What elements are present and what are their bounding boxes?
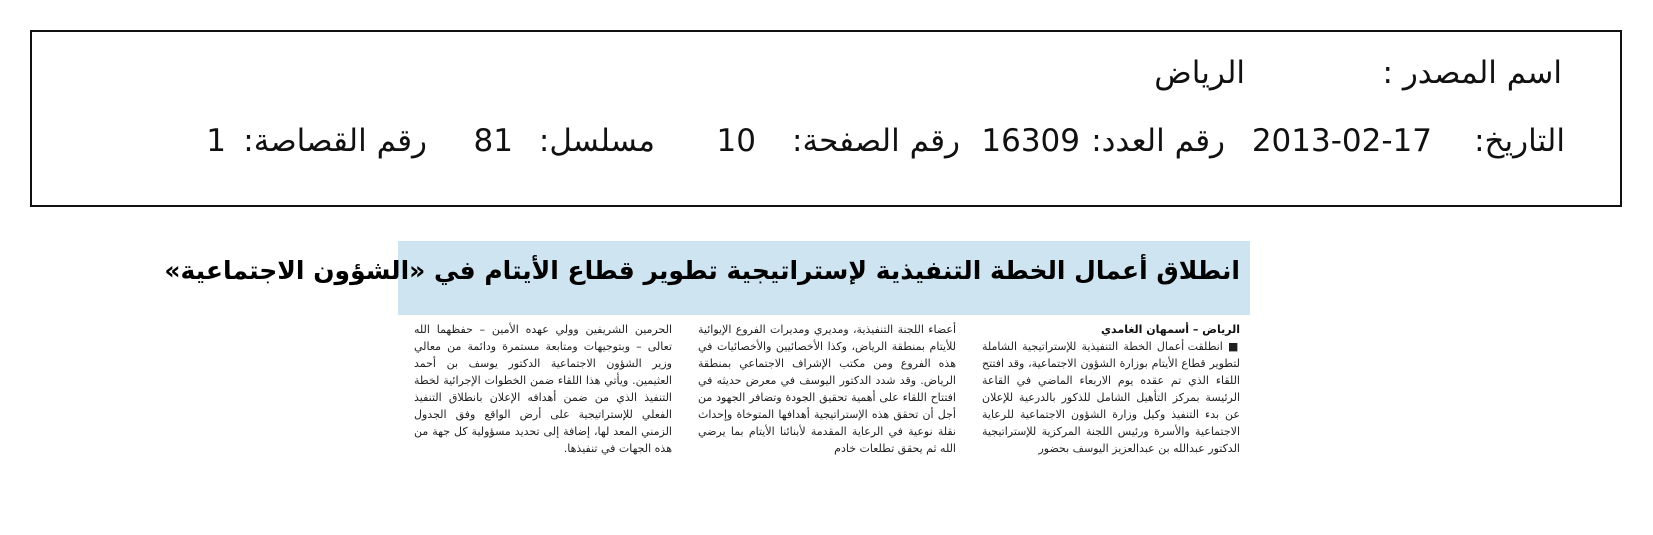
- source-value: الرياض: [1154, 55, 1245, 91]
- source-label: اسم المصدر :: [1382, 55, 1562, 91]
- page-number-value: 10: [716, 123, 756, 159]
- date-value: 2013-02-17: [1251, 123, 1432, 159]
- clip-number-label: رقم القصاصة:: [243, 123, 427, 159]
- source-info-box: [30, 30, 1622, 207]
- serial-label: مسلسل:: [538, 123, 655, 159]
- article-column-2-text: أعضاء اللجنة التنفيذية، ومديري ومديرات الفروع الإيوائية للأيتام بمنطقة الرياض، وكذا الأخصائيين والأخصائيات في هذه الفروع ومن مكتب الإشراف الاجتماعي بمنطقة الرياض. وقد شدد الدكتور اليوسف في معرض حديثه في افتتاح اللقاء على أهمية تحقيق الجودة وتضافر الجهود من أجل أن تحقق هذه الإستراتيجية أهدافها المتوخاة وإحداث نقلة نوعية في الرعاية المقدمة لأبنائنا الأيتام بما يرضي الله ثم يحقق تطلعات خادم: [698, 323, 956, 455]
- paragraph-marker: ■: [1227, 340, 1240, 353]
- newspaper-clipping: [164, 241, 1250, 508]
- article-column-3-text: الحرمين الشريفين وولي عهده الأمين – حفظهما الله تعالى – وبتوجيهات ومتابعة مستمرة ودائمة من معالي وزير الشؤون الاجتماعية الدكتور يوسف بن أحمد العثيمين. ويأتي هذا اللقاء ضمن الخطوات الإجرائية لخطة التنفيذ الذي من ضمن أهدافه الإعلان بانطلاق التنفيذ الفعلي للإستراتيجية على أرض الواقع وفق الجدول الزمني المعد لها، إضافة إلى تحديد مسؤولية كل جهة من هذه الجهات في تنفيذها.: [414, 323, 672, 455]
- article-byline: الرياض – أسمهان الغامدي: [1100, 323, 1240, 336]
- serial-value: 81: [473, 123, 513, 159]
- article-column-1-text: انطلقت أعمال الخطة التنفيذية للإستراتيجية الشاملة لتطوير قطاع الأيتام بوزارة الشؤون الاجتماعية، وقد افتتح اللقاء الذي تم عقده يوم الاربعاء الماضي في القاعة الرئيسة بمركز التأهيل الشامل للذكور بالدرعية للإعلان عن بدء التنفيذ وكيل وزارة الشؤون الاجتماعية للرعاية الاجتماعية والأسرة ورئيس اللجنة المركزية للإستراتيجية الدكتور عبدالله بن عبدالعزيز اليوسف بحضور: [982, 340, 1240, 455]
- article-column-1: [982, 321, 1240, 506]
- date-label: التاريخ:: [1474, 123, 1565, 159]
- issue-label: رقم العدد:: [1091, 123, 1225, 159]
- article-headline: انطلاق أعمال الخطة التنفيذية لإستراتيجية تطوير قطاع الأيتام في «الشؤون الاجتماعية»: [164, 256, 1240, 285]
- article-column-3: [414, 321, 672, 506]
- issue-value: 16309: [981, 123, 1080, 159]
- clip-number-value: 1: [206, 123, 226, 159]
- page-number-label: رقم الصفحة:: [792, 123, 960, 159]
- article-column-2: [698, 321, 956, 506]
